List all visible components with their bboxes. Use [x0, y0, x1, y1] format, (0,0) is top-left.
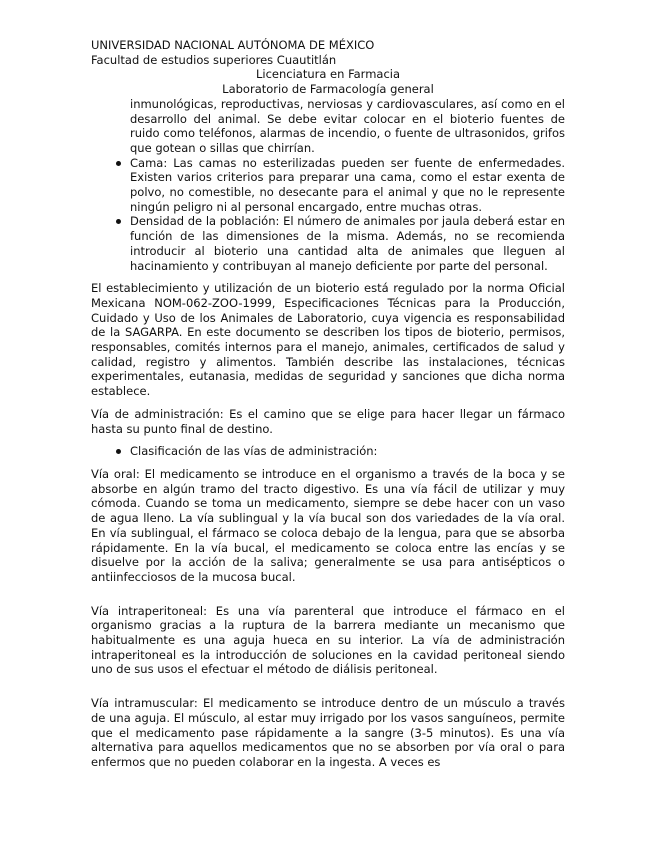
classification-list: [91, 444, 565, 459]
list-item-continuation: inmunológicas, reproductivas, nerviosas y cardiovasculares, así como en el desarrollo del animal. Se debe evitar colocar en el bioterio fuentes de ruido como teléfonos, alarmas de incendio, o fuente de ultrasonidos, grifos que gotean o sillas que chirrían.: [130, 96, 565, 155]
paragraph-via-administracion: Vía de administración: Es el camino que se elige para hacer llegar un fármaco hasta su punto final de destino.: [91, 406, 565, 436]
faculty-name: Facultad de estudios superiores Cuautitlán: [91, 52, 337, 67]
list-item-clasificacion: Clasificación de las vías de administración:: [130, 444, 565, 459]
university-name: UNIVERSIDAD NACIONAL AUTÓNOMA DE MÉXICO: [91, 38, 375, 52]
paragraph-via-intramuscular: Vía intramuscular: El medicamento se introduce dentro de un músculo a través de una aguja. El músculo, al estar muy irrigado por los vasos sanguíneos, permite que el medicamento pase rápidamente a la sangre (3-5 minutos). Es una vía alternativa para aquellos medicamentos que no se absorben por vía oral o para enfermos que no pueden colaborar en la ingesta. A veces es: [91, 696, 565, 769]
paragraph-via-intraperitoneal: Vía intraperitoneal: Es una vía parenteral que introduce el fármaco en el organismo gracias a la ruptura de la barrera mediante un mecanismo que habitualmente es una aguja hueca en su interior. La vía de administración intraperitoneal es la introducción de soluciones en la cavidad peritoneal siendo uno de sus usos el efectuar el método de diálisis peritoneal.: [91, 603, 565, 677]
list-item-cama: Cama: Las camas no esterilizadas pueden ser fuente de enfermedades. Existen varios criterios para preparar una cama, como el estar exenta de polvo, no comestible, no desecante para el animal y que no le represente ningún peligro ni al personal encargado, entre muchas otras.: [130, 155, 565, 214]
document-header: [91, 38, 565, 97]
paragraph-via-oral: Vía oral: El medicamento se introduce en el organismo a través de la boca y se absorbe en algún tramo del tracto digestivo. Es una vía fácil de utilizar y muy cómoda. Cuando se toma un medicamento, siempre se debe hacer con un vaso de agua lleno. La vía sublingual y la vía bucal son dos variedades de la vía oral. En vía sublingual, el fármaco se coloca debajo de la lengua, para que se absorba rápidamente. En la vía bucal, el medicamento se coloca entre las encías y se disuelve por la acción de la saliva; generalmente se usa para antisépticos o antiinfecciosos de la mucosa bucal.: [91, 466, 565, 584]
lab-name: Laboratorio de Farmacología general: [222, 82, 434, 97]
bioterio-conditions-list: [91, 97, 565, 273]
program-name: Licenciatura en Farmacia: [255, 67, 401, 82]
list-item-densidad: Densidad de la población: El número de animales por jaula deberá estar en función de las dimensiones de la misma. Además, no se recomienda introducir al bioterio una cantidad alta de animales que lleguen al hacinamiento y contribuyan al manejo deficiente por parte del personal.: [130, 214, 565, 273]
paragraph-norma: El establecimiento y utilización de un bioterio está regulado por la norma Oficial Mexicana NOM-062-ZOO-1999, Especificaciones Técnicas para la Producción, Cuidado y Uso de los Animales de Laboratorio, cuya vigencia es responsabilidad de la SAGARPA. En este documento se describen los tipos de bioterio, permisos, responsables, comités internos para el manejo, animales, certificados de salud y calidad, registro y alimentos. También describe las instalaciones, técnicas experimentales, eutanasia, medidas de seguridad y sanciones que dicha norma establece.: [91, 281, 565, 399]
